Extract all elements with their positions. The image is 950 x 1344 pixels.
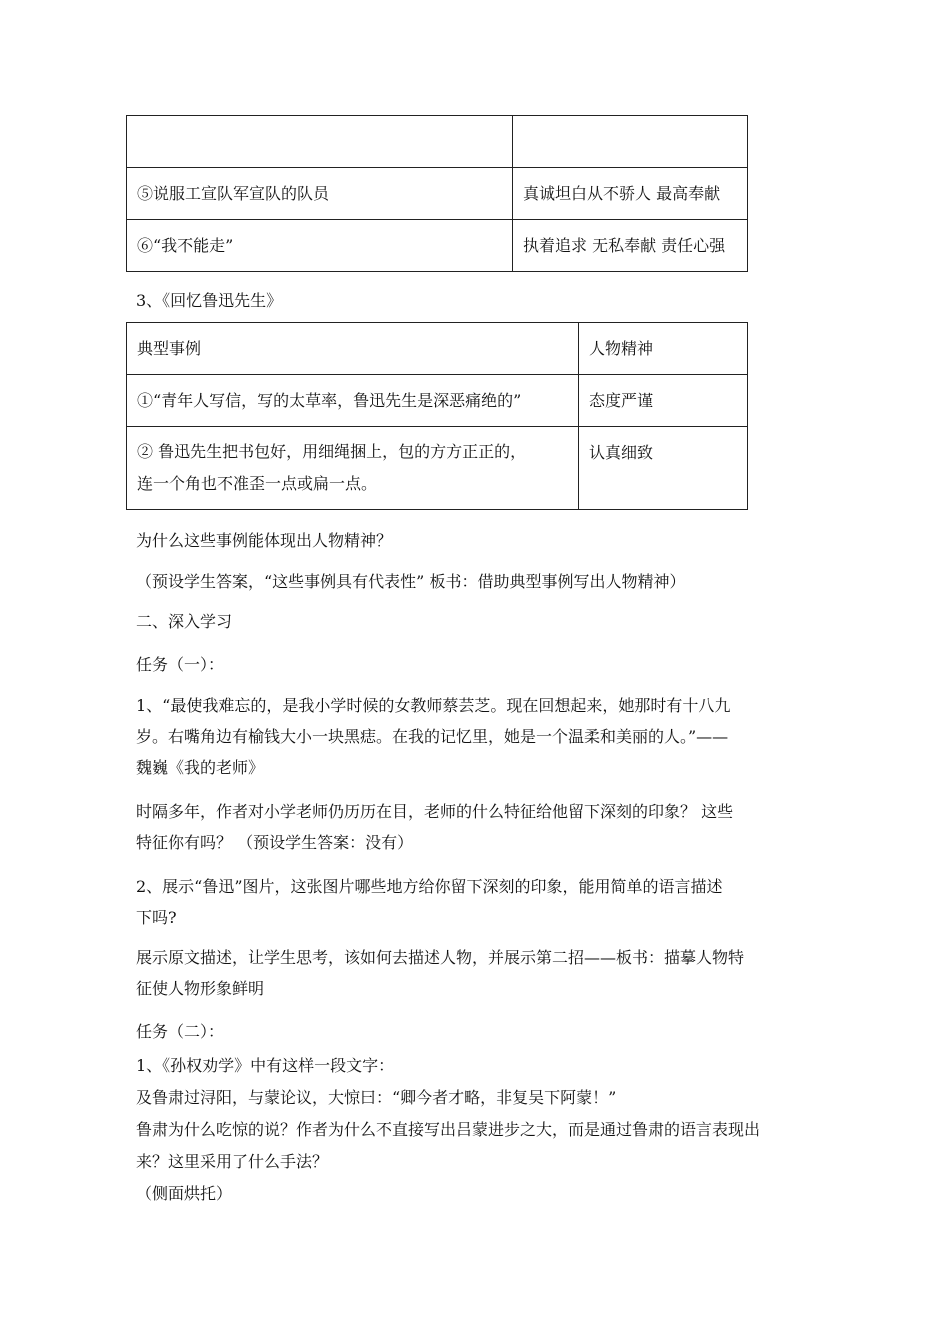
text-line: 时隔多年，作者对小学老师仍历历在目，老师的什么特征给他留下深刻的印象？ 这些 bbox=[136, 802, 734, 821]
table-cell: ①“青年人写信，写的太草率，鲁迅先生是深恶痛绝的” bbox=[127, 375, 579, 427]
table-cell bbox=[127, 116, 513, 168]
paragraph bbox=[136, 796, 733, 858]
events-table-continued bbox=[126, 115, 748, 272]
text-line: 2、展示“鲁迅”图片，这张图片哪些地方给你留下深刻的印象，能用简单的语言描述 bbox=[136, 877, 723, 896]
text-line: 征使人物形象鲜明 bbox=[136, 979, 265, 998]
text-line: 下吗? bbox=[136, 908, 177, 927]
task-heading: 任务（二）： bbox=[136, 1022, 225, 1041]
table-cell bbox=[513, 116, 748, 168]
text-line: 特征你有吗？ （预设学生答案：没有） bbox=[136, 833, 414, 852]
question: 为什么这些事例能体现出人物精神？ bbox=[136, 531, 393, 550]
table-row bbox=[127, 375, 748, 427]
text-line: 及鲁肃过浔阳，与蒙论议，大惊曰：“卿今者才略，非复吴下阿蒙！” bbox=[136, 1088, 617, 1107]
table-row bbox=[127, 427, 748, 510]
table-cell: 真诚坦白从不骄人 最高奉献 bbox=[513, 168, 748, 220]
table-cell: 执着追求 无私奉献 责任心强 bbox=[513, 220, 748, 272]
section-title: 3、《回忆鲁迅先生》 bbox=[136, 291, 283, 310]
cell-line: 连一个角也不准歪一点或扁一点。 bbox=[137, 474, 378, 493]
text-line: （侧面烘托） bbox=[136, 1184, 233, 1203]
table-row bbox=[127, 116, 748, 168]
column-header: 典型事例 bbox=[127, 323, 579, 375]
text-line: 鲁肃为什么吃惊的说？作者为什么不直接写出吕蒙进步之大，而是通过鲁肃的语言表现出 bbox=[136, 1120, 761, 1139]
answer-note: （预设学生答案，“这些事例具有代表性” 板书：借助典型事例写出人物精神） bbox=[136, 572, 686, 591]
table-cell: ⑤说服工宣队军宣队的队员 bbox=[127, 168, 513, 220]
paragraph bbox=[136, 942, 744, 1004]
text-line: 1、《孙权劝学》中有这样一段文字： bbox=[136, 1056, 395, 1075]
paragraph bbox=[136, 690, 730, 783]
column-header: 人物精神 bbox=[579, 323, 748, 375]
cell-line: ② 鲁迅先生把书包好，用细绳捆上，包的方方正正的， bbox=[137, 442, 527, 461]
section-heading: 二、深入学习 bbox=[136, 612, 233, 631]
text-line: 魏巍《我的老师》 bbox=[136, 758, 265, 777]
text-line: 来？这里采用了什么手法？ bbox=[136, 1152, 329, 1171]
examples-table bbox=[126, 322, 748, 510]
table-cell bbox=[127, 427, 579, 510]
task-heading: 任务（一）： bbox=[136, 655, 225, 674]
table-cell: 认真细致 bbox=[579, 427, 748, 510]
table-cell: ⑥“我不能走” bbox=[127, 220, 513, 272]
text-line: 展示原文描述，让学生思考，该如何去描述人物，并展示第二招——板书：描摹人物特 bbox=[136, 948, 745, 967]
text-line: 岁。右嘴角边有榆钱大小一块黑痣。在我的记忆里，她是一个温柔和美丽的人。”—— bbox=[136, 727, 729, 746]
paragraph bbox=[136, 871, 723, 933]
table-header-row bbox=[127, 323, 748, 375]
paragraph bbox=[136, 1050, 760, 1210]
text-line: 1、“最使我难忘的，是我小学时候的女教师蔡芸芝。现在回想起来，她那时有十八九 bbox=[136, 696, 731, 715]
table-cell: 态度严谨 bbox=[579, 375, 748, 427]
table-row bbox=[127, 168, 748, 220]
table-row bbox=[127, 220, 748, 272]
